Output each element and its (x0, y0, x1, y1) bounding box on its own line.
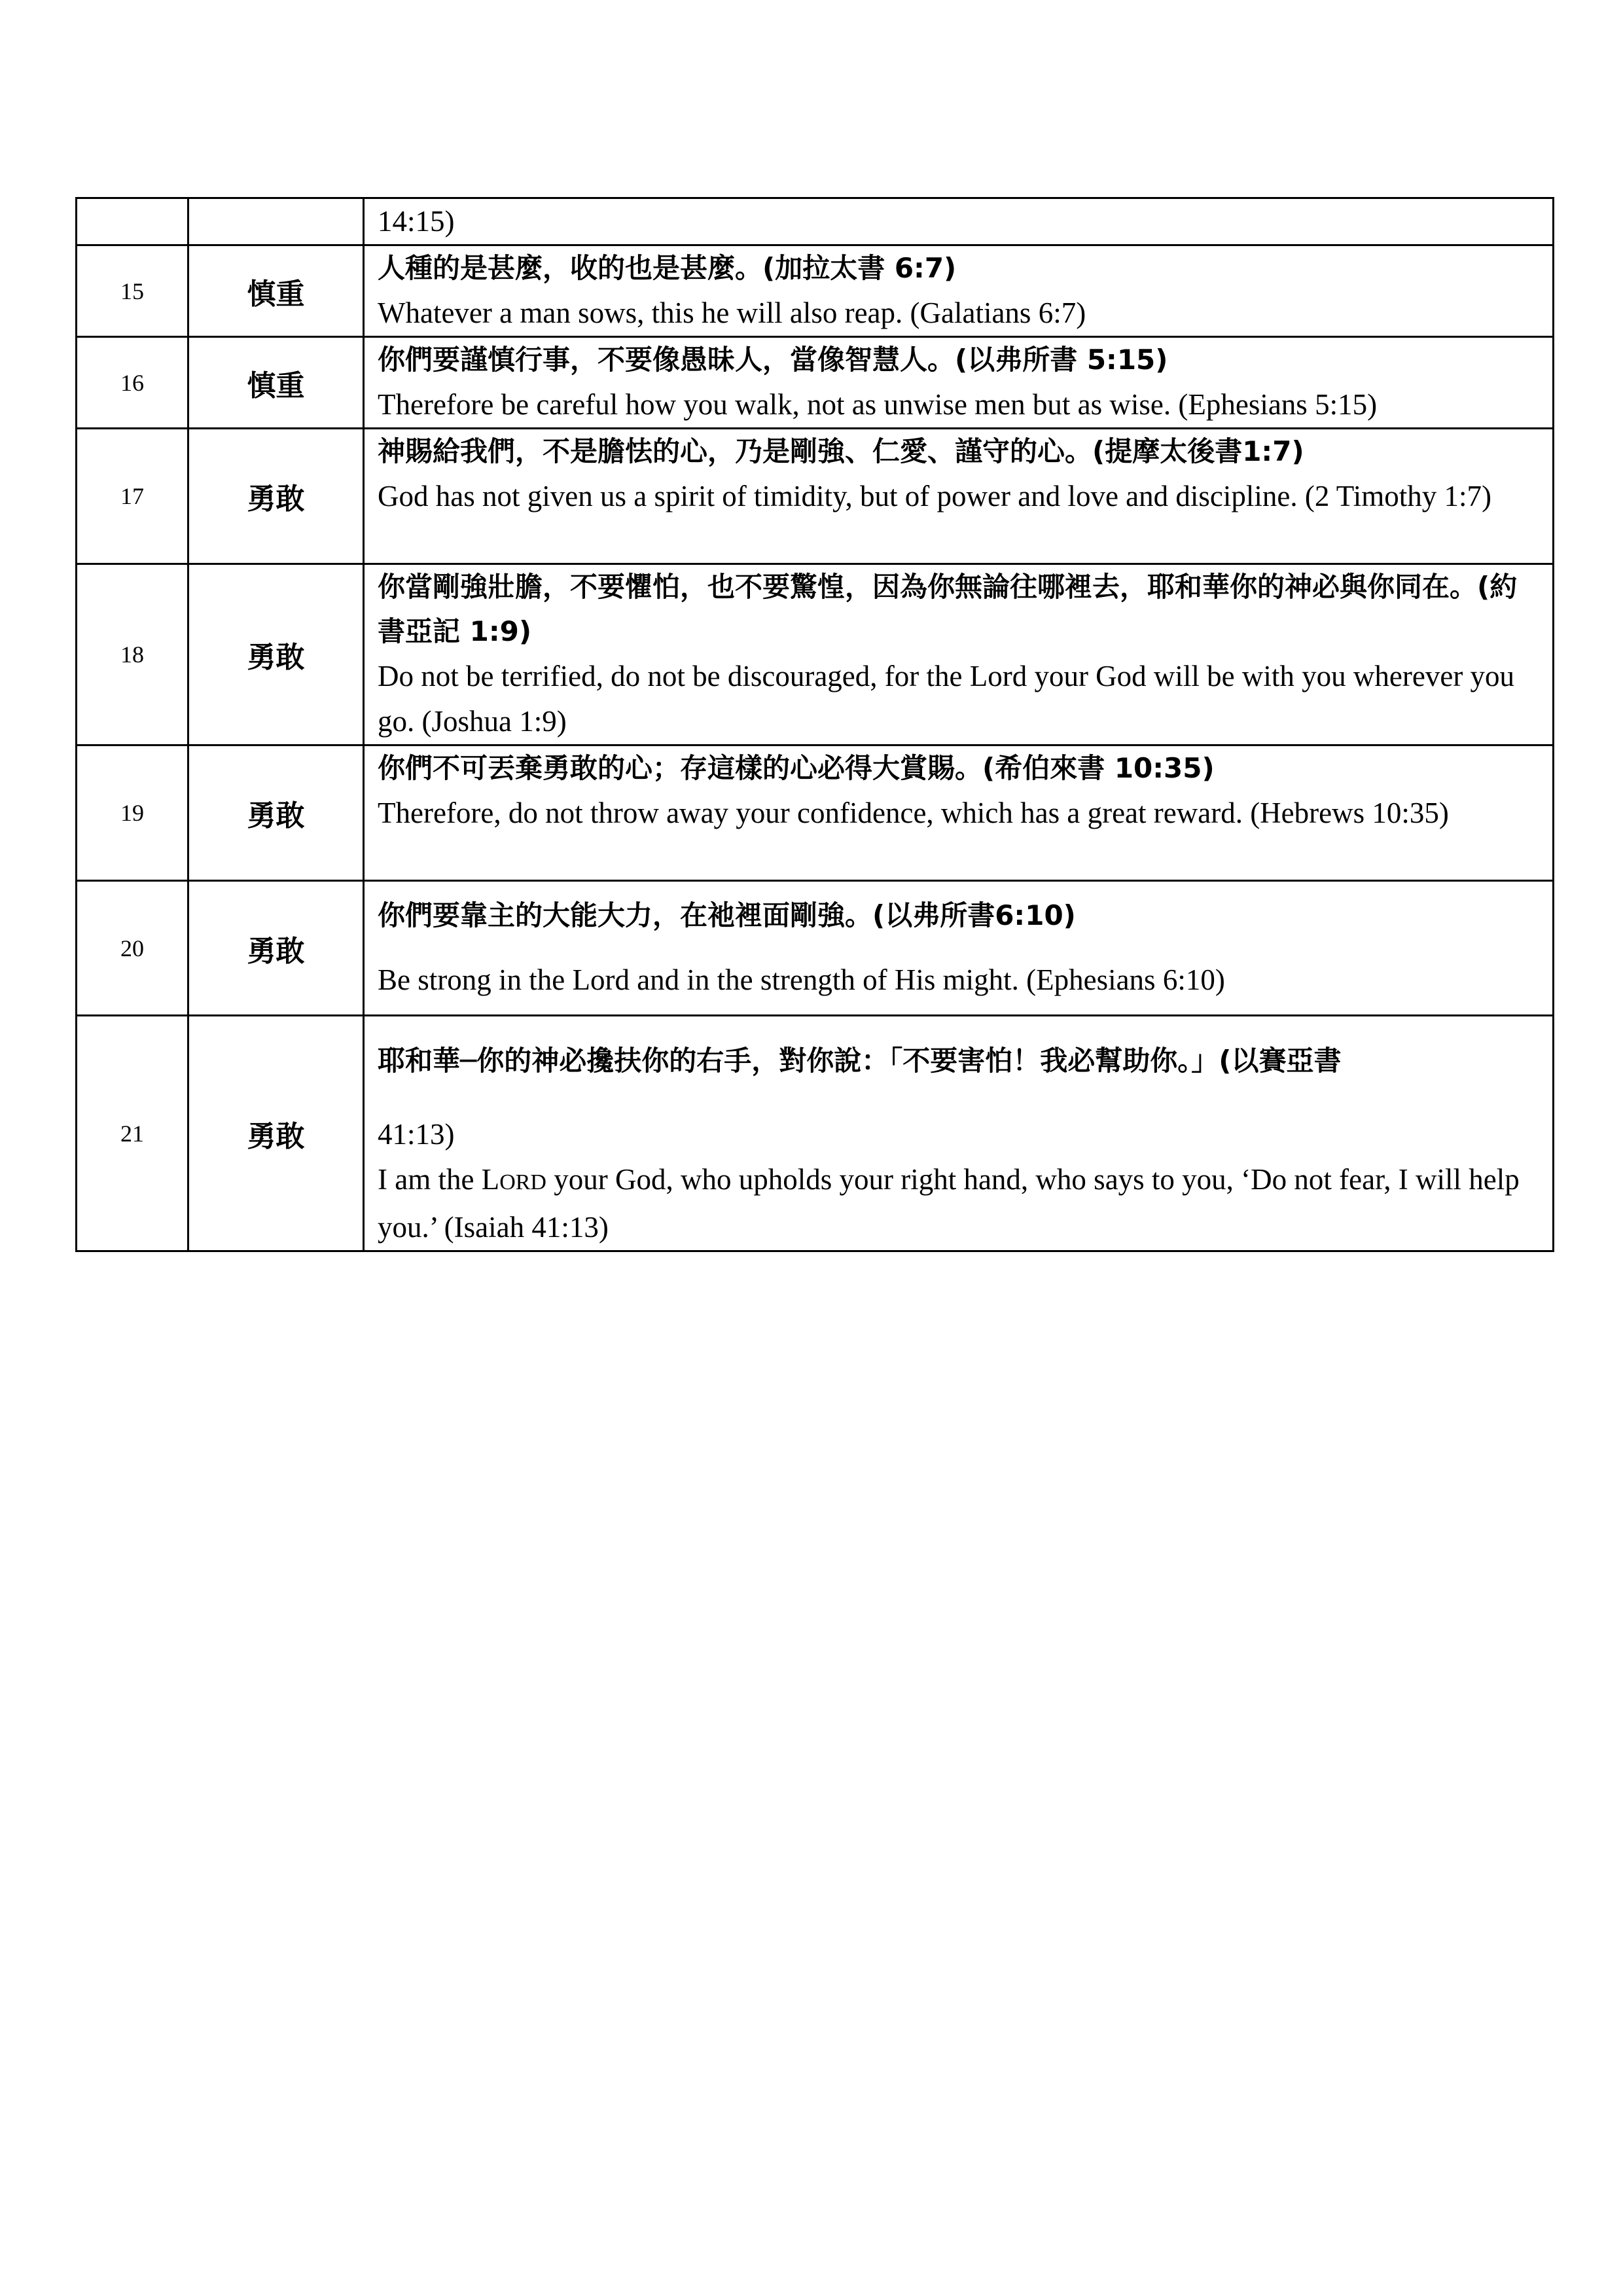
verse-english: Therefore be careful how you walk, not as unwise men but as wise. (Ephesians 5:15) (378, 388, 1378, 421)
table-row (77, 429, 1554, 564)
verse-chinese: 耶和華─你的神必攙扶你的右手，對你說：「不要害怕！我必幫助你。」(以賽亞書 (378, 1045, 1342, 1077)
row-number-cell (77, 198, 188, 245)
verse-english: God has not given us a spirit of timidity, but of power and love and discipline. (2 Timothy 1:7) (378, 480, 1491, 512)
row-number-cell: 18 (77, 564, 188, 745)
virtue-cell: 勇敢 (188, 881, 364, 1016)
verse-chinese: 你們要謹慎行事，不要像愚昧人，當像智慧人。(以弗所書 5:15) (378, 344, 1168, 376)
verse-cell (364, 745, 1554, 881)
verse-english (378, 1157, 1539, 1250)
virtue-cell: 慎重 (188, 337, 364, 429)
table-row-continuation (77, 198, 1554, 245)
virtue-cell (188, 198, 364, 245)
verse-chinese: 神賜給我們，不是膽怯的心，乃是剛強、仁愛、謹守的心。(提摩太後書1:7) (378, 435, 1304, 467)
scripture-table-page (75, 197, 1552, 1252)
verse-english: Whatever a man sows, this he will also reap. (Galatians 6:7) (378, 296, 1086, 329)
row-number-cell: 15 (77, 245, 188, 337)
table-row (77, 881, 1554, 1016)
verse-chinese: 人種的是甚麼，收的也是甚麼。(加拉太書 6:7) (378, 252, 957, 284)
table-row (77, 564, 1554, 745)
verse-cell (364, 881, 1554, 1016)
table-row (77, 1016, 1554, 1251)
verse-cell (364, 245, 1554, 337)
verse-cell (364, 198, 1554, 245)
verse-cell (364, 564, 1554, 745)
row-number-cell: 20 (77, 881, 188, 1016)
verse-cell (364, 1016, 1554, 1251)
verse-chinese: 你們要靠主的大能大力，在祂裡面剛強。(以弗所書6:10) (378, 899, 1076, 931)
verse-english-part: your God, who upholds your right hand, who says to you, ‘Do not fear, I will help you.’ (Isaiah 41:13) (378, 1163, 1520, 1244)
verse-cell (364, 429, 1554, 564)
verse-continuation-text: 14:15) (378, 205, 455, 238)
verse-cell (364, 337, 1554, 429)
verse-english: Therefore, do not throw away your confidence, which has a great reward. (Hebrews 10:35) (378, 797, 1449, 829)
table-row (77, 337, 1554, 429)
verse-english-part: I am the L (378, 1163, 500, 1196)
verse-chinese: 你當剛強壯膽，不要懼怕，也不要驚惶，因為你無論往哪裡去，耶和華你的神必與你同在。(約書亞記 1:9) (378, 571, 1518, 647)
row-number-cell: 21 (77, 1016, 188, 1251)
table-row (77, 245, 1554, 337)
verse-english: Do not be terrified, do not be discouraged, for the Lord your God will be with you wherever you go. (Joshua 1:9) (378, 660, 1515, 738)
row-number-cell: 17 (77, 429, 188, 564)
verse-chinese-continuation: 41:13) (378, 1118, 455, 1151)
table-row (77, 745, 1554, 881)
row-number-cell: 16 (77, 337, 188, 429)
virtue-cell: 勇敢 (188, 429, 364, 564)
virtue-cell: 慎重 (188, 245, 364, 337)
verse-english-smallcaps: ORD (499, 1170, 546, 1194)
verse-chinese: 你們不可丟棄勇敢的心；存這樣的心必得大賞賜。(希伯來書 10:35) (378, 752, 1215, 784)
virtue-cell: 勇敢 (188, 1016, 364, 1251)
verse-english: Be strong in the Lord and in the strength of His might. (Ephesians 6:10) (378, 963, 1225, 996)
scripture-table (75, 197, 1554, 1252)
virtue-cell: 勇敢 (188, 745, 364, 881)
virtue-cell: 勇敢 (188, 564, 364, 745)
row-number-cell: 19 (77, 745, 188, 881)
